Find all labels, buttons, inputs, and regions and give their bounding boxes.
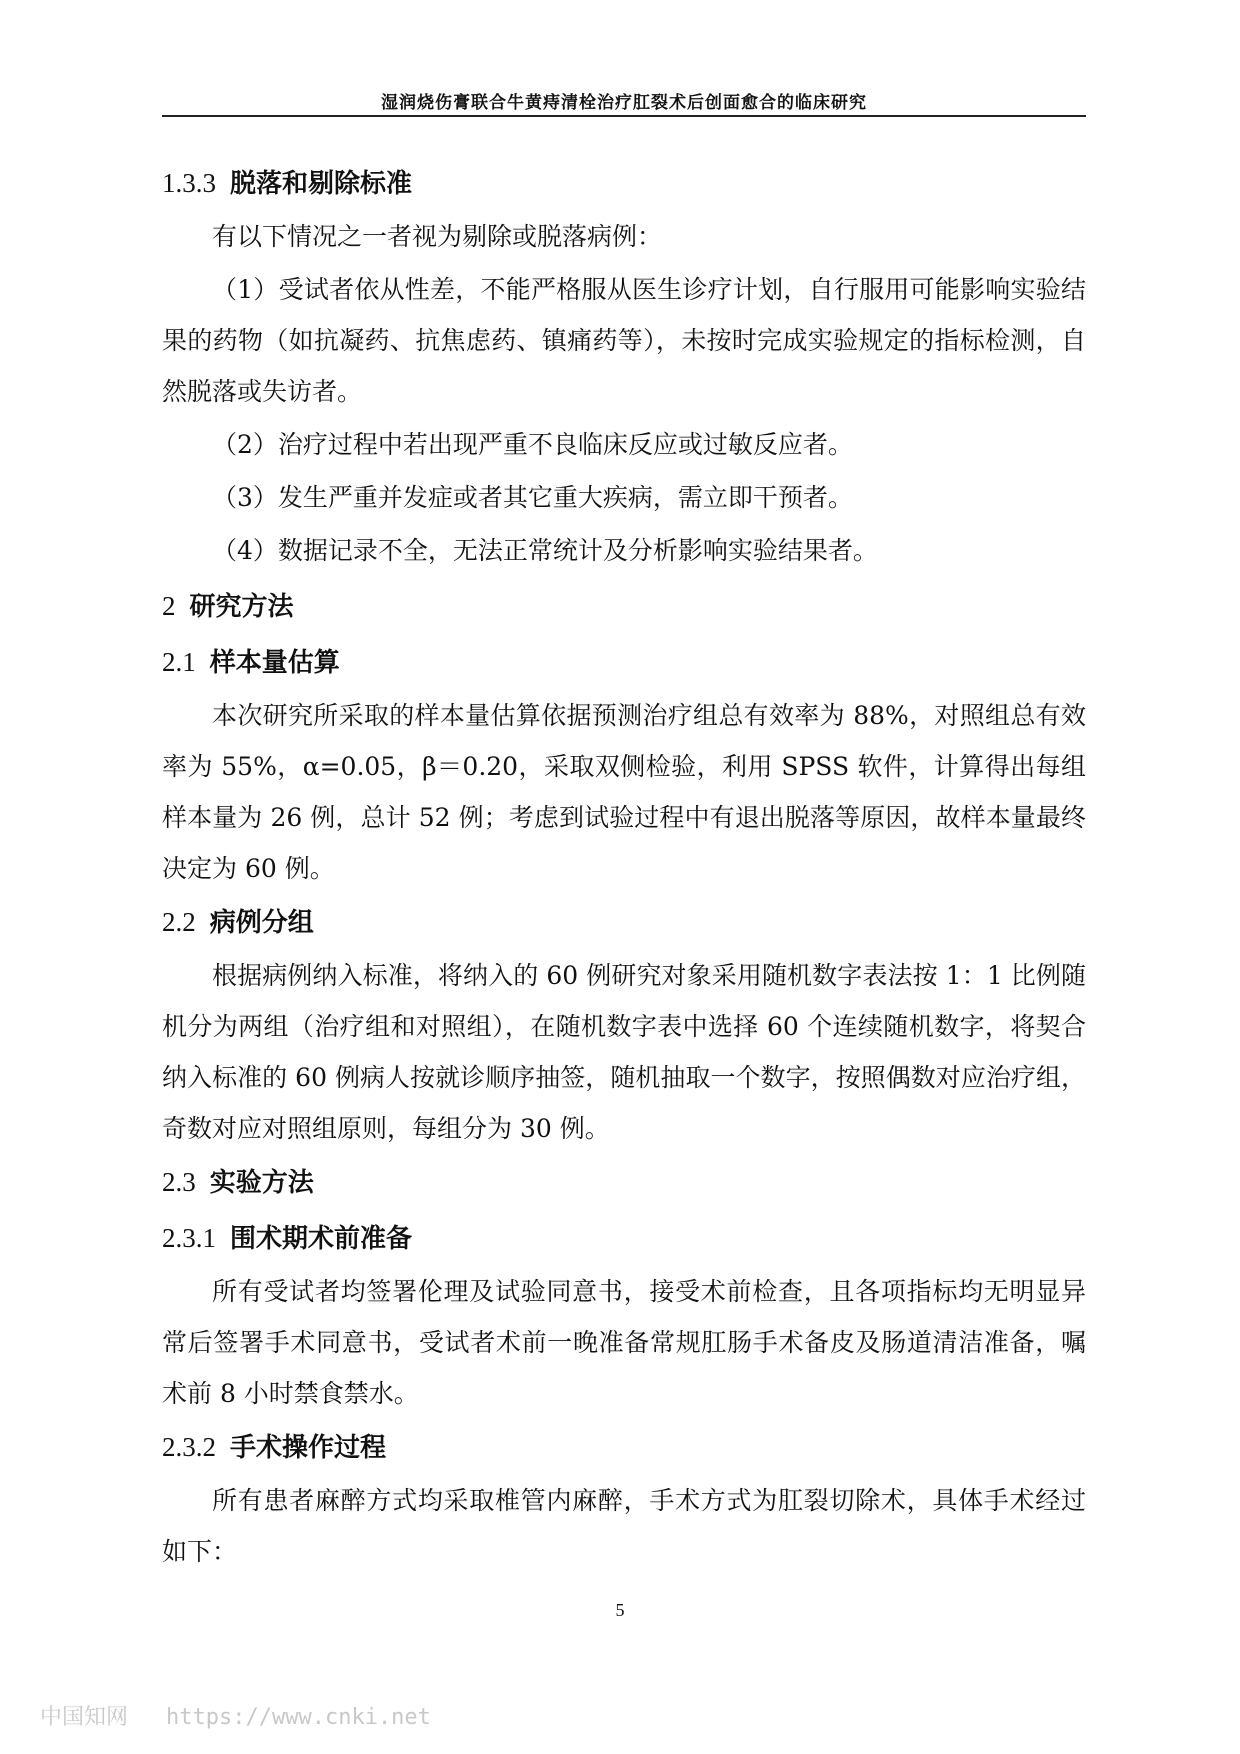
section-number: 2.1 xyxy=(162,647,196,677)
document-body xyxy=(162,155,1086,1577)
section-title: 围术期术前准备 xyxy=(230,1224,413,1254)
section-number: 2.3.2 xyxy=(162,1432,216,1462)
page-number: 5 xyxy=(615,1600,625,1620)
section-title: 脱落和剔除标准 xyxy=(230,169,413,199)
section-number: 1.3.3 xyxy=(162,168,216,198)
section-number: 2.2 xyxy=(162,907,196,937)
watermark-cnki-name: 中国知网 xyxy=(40,1705,129,1730)
section-heading xyxy=(162,1419,1086,1475)
section-heading xyxy=(162,1154,1086,1210)
watermark xyxy=(40,1700,469,1731)
section-heading xyxy=(162,155,1086,211)
section-title: 手术操作过程 xyxy=(230,1433,387,1463)
section-title: 研究方法 xyxy=(189,592,294,622)
watermark-url: https://www.cnki.net xyxy=(166,1705,431,1730)
section-heading xyxy=(162,634,1086,690)
paragraph: 有以下情况之一者视为剔除或脱落病例： xyxy=(212,222,663,251)
section-heading xyxy=(162,894,1086,950)
section-heading xyxy=(162,578,1086,634)
section-number: 2.3 xyxy=(162,1167,196,1197)
section-heading xyxy=(162,1210,1086,1266)
section-title: 样本量估算 xyxy=(209,648,340,678)
paragraph: 所有受试者均签署伦理及试验同意书，接受术前检查，且各项指标均无明显异常后签署手术同意书，受试者术前一晚准备常规肛肠手术备皮及肠道清洁准备，嘱术前 8 小时禁食禁水。 xyxy=(162,1277,1086,1408)
section-number: 2.3.1 xyxy=(162,1223,216,1253)
paragraph: 根据病例纳入标准，将纳入的 60 例研究对象采用随机数字表法按 1：1 比例随机分为两组（治疗组和对照组），在随机数字表中选择 60 个连续随机数字，将契合纳入标准的 60 例病人按就诊顺序抽签，随机抽取一个数字，按照偶数对应治疗组，奇数对应对照组原则，每组分为 30 例。 xyxy=(162,961,1086,1143)
paragraph: （2）治疗过程中若出现严重不良临床反应或过敏反应者。 xyxy=(212,430,853,459)
paragraph: 本次研究所采取的样本量估算依据预测治疗组总有效率为 88%，对照组总有效率为 55%，α=0.05，β＝0.20，采取双侧检验，利用 SPSS 软件，计算得出每组样本量为 26 例，总计 52 例；考虑到试验过程中有退出脱落等原因，故样本量最终决定为 60 例。 xyxy=(162,701,1086,883)
paragraph: 所有患者麻醉方式均采取椎管内麻醉，手术方式为肛裂切除术，具体手术经过如下： xyxy=(162,1486,1086,1566)
paragraph: （3）发生严重并发症或者其它重大疾病，需立即干预者。 xyxy=(212,483,853,512)
paragraph: （1）受试者依从性差，不能严格服从医生诊疗计划，自行服用可能影响实验结果的药物（如抗凝药、抗焦虑药、镇痛药等），未按时完成实验规定的指标检测，自然脱落或失访者。 xyxy=(162,275,1086,406)
section-title: 实验方法 xyxy=(209,1168,314,1198)
section-number: 2 xyxy=(162,591,176,621)
section-title: 病例分组 xyxy=(209,908,314,938)
running-header-title: 湿润烧伤膏联合牛黄痔清栓治疗肛裂术后创面愈合的临床研究 xyxy=(381,93,867,113)
paragraph: （4）数据记录不全，无法正常统计及分析影响实验结果者。 xyxy=(212,536,878,565)
header-rule xyxy=(162,115,1086,117)
